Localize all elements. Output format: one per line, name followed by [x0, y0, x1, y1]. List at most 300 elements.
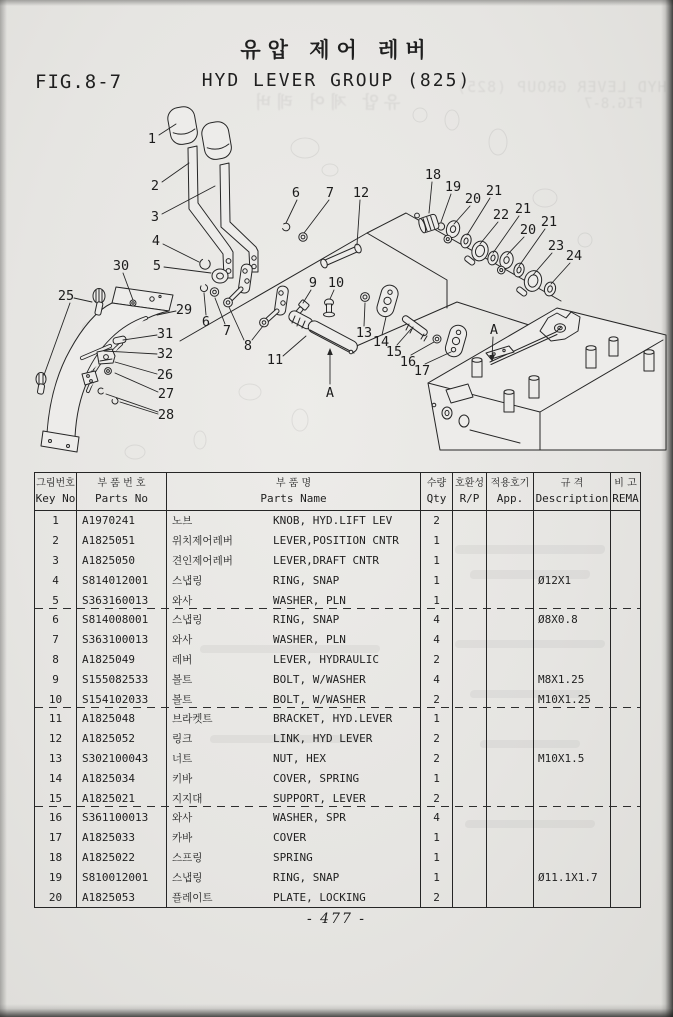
cell-parts-no: A1970241: [77, 511, 167, 531]
leader-line: [507, 237, 524, 255]
cell-remark: [611, 887, 640, 907]
cell-description: [534, 887, 611, 907]
cell-key-no: 6: [35, 610, 77, 630]
cell-key-no: 15: [35, 788, 77, 808]
snap-ring-6-lower: [199, 283, 209, 293]
cell-parts-name: [167, 650, 421, 670]
cell-description: [534, 768, 611, 788]
table-row: [35, 828, 640, 848]
cell-app: [487, 570, 534, 590]
part-name-korean: 견인제어레버: [172, 554, 233, 567]
cell-rp: [453, 610, 487, 630]
leader-line: [74, 298, 92, 302]
cell-key-no: 5: [35, 590, 77, 610]
cell-parts-name: [167, 570, 421, 590]
bleed-through-figure-number: FIG.8-7: [583, 96, 643, 112]
cell-app: [487, 729, 534, 749]
cell-parts-name: [167, 848, 421, 868]
cell-qty: 1: [421, 531, 453, 551]
bleed-through-title-korean: 유압 제어 레버: [250, 93, 401, 113]
figure-number: FIG.8-7: [35, 71, 123, 93]
cell-parts-no: A1825033: [77, 828, 167, 848]
cell-app: [487, 887, 534, 907]
cell-remark: [611, 768, 640, 788]
cell-key-no: 14: [35, 768, 77, 788]
cell-parts-name: [167, 689, 421, 709]
cell-rp: [453, 848, 487, 868]
cell-qty: 1: [421, 848, 453, 868]
callout-10: 10: [327, 275, 345, 291]
snap-ring-4: [198, 257, 213, 272]
cell-remark: [611, 551, 640, 571]
part-name-english: WASHER, PLN: [273, 593, 346, 607]
cell-app: [487, 709, 534, 729]
table-row: [35, 590, 640, 610]
parts-table-body: [35, 511, 640, 907]
cell-description: [534, 551, 611, 571]
cell-rp: [453, 749, 487, 769]
cell-parts-name: [167, 867, 421, 887]
washer-21-c: [512, 262, 525, 278]
cell-qty: 1: [421, 768, 453, 788]
part-name-english: SPRING: [273, 850, 313, 864]
leader-line: [382, 317, 386, 335]
washer-7-lower: [210, 288, 218, 296]
cell-rp: [453, 828, 487, 848]
cell-parts-no: A1825022: [77, 848, 167, 868]
cell-app: [487, 689, 534, 709]
cell-parts-no: A1825049: [77, 650, 167, 670]
leader-line: [123, 335, 157, 340]
cell-parts-no: A1825034: [77, 768, 167, 788]
part-name-english: WASHER, PLN: [273, 633, 346, 647]
cell-app: [487, 650, 534, 670]
cell-parts-no: S363160013: [77, 590, 167, 610]
part-name-korean: 와사: [172, 594, 193, 607]
cell-parts-name: [167, 531, 421, 551]
cell-app: [487, 808, 534, 828]
callout-30: 30: [112, 258, 130, 274]
callout-21: 21: [485, 183, 503, 199]
callout-6: 6: [201, 314, 211, 330]
callout-11: 11: [266, 352, 284, 368]
cell-key-no: 3: [35, 551, 77, 571]
cell-app: [487, 669, 534, 689]
cell-rp: [453, 511, 487, 531]
leader-line: [286, 200, 297, 223]
cell-rp: [453, 887, 487, 907]
callout-26: 26: [156, 367, 174, 383]
header-qty: [421, 473, 453, 510]
view-marker-A: A: [489, 322, 499, 338]
cell-description: Ø11.1X1.7: [534, 867, 611, 887]
callout-22: 22: [492, 207, 510, 223]
table-row: [35, 848, 640, 868]
cell-remark: [611, 630, 640, 650]
header-parts-no-en: Parts No: [95, 492, 148, 505]
leader-line: [364, 303, 365, 326]
part-name-english: LEVER,POSITION CNTR: [273, 534, 399, 548]
cell-key-no: 17: [35, 828, 77, 848]
cell-key-no: 12: [35, 729, 77, 749]
table-row: [35, 610, 640, 630]
table-row: [35, 887, 640, 907]
leader-line: [164, 267, 211, 273]
cell-qty: 2: [421, 650, 453, 670]
cell-key-no: 13: [35, 749, 77, 769]
table-row: [35, 808, 640, 828]
cell-parts-name: [167, 768, 421, 788]
header-parts-name-en: Parts Name: [260, 492, 327, 505]
cell-key-no: 20: [35, 887, 77, 907]
cell-parts-no: A1825048: [77, 709, 167, 729]
part-name-english: BOLT, W/WASHER: [273, 692, 366, 706]
cell-remark: [611, 848, 640, 868]
group-separator: [35, 707, 640, 708]
cell-app: [487, 630, 534, 650]
cell-remark: [611, 867, 640, 887]
header-remark-ko: 비 고: [614, 478, 637, 489]
cell-rp: [453, 630, 487, 650]
cell-description: [534, 788, 611, 808]
part-name-korean: 볼트: [172, 693, 193, 706]
cell-description: M10X1.25: [534, 689, 611, 709]
leader-line: [283, 336, 306, 356]
cell-parts-no: S302100043: [77, 749, 167, 769]
cell-key-no: 8: [35, 650, 77, 670]
cell-qty: 4: [421, 610, 453, 630]
leader-line: [304, 200, 329, 233]
header-app-en: App.: [496, 492, 524, 505]
callout-13: 13: [355, 325, 373, 341]
part-name-korean: 너트: [172, 752, 193, 765]
callout-8: 8: [243, 338, 253, 354]
part-name-korean: 와사: [172, 812, 193, 825]
cell-description: [534, 729, 611, 749]
cell-qty: 2: [421, 689, 453, 709]
knob-1: [166, 105, 233, 161]
table-row: [35, 709, 640, 729]
part-name-korean: 스프링: [172, 851, 203, 864]
header-qty-ko: 수량: [426, 478, 447, 489]
part-name-english: LEVER, HYDRAULIC: [273, 652, 379, 666]
leader-line: [303, 290, 311, 303]
part-name-korean: 레버: [172, 653, 193, 666]
header-description-ko: 규 격: [560, 478, 584, 489]
cell-description: [534, 709, 611, 729]
leader-line: [441, 194, 451, 222]
leader-line: [162, 163, 189, 182]
callout-18: 18: [424, 167, 442, 183]
cell-remark: [611, 511, 640, 531]
cell-parts-name: [167, 749, 421, 769]
cell-parts-no: S363100013: [77, 630, 167, 650]
table-row: [35, 867, 640, 887]
callout-29: 29: [175, 302, 193, 318]
part-name-korean: 링크: [172, 733, 193, 746]
page-number: - 477 -: [306, 911, 367, 927]
part-name-english: SUPPORT, LEVER: [273, 791, 366, 805]
cell-rp: [453, 709, 487, 729]
header-app: [487, 473, 534, 510]
cell-qty: 4: [421, 808, 453, 828]
leader-line: [533, 253, 552, 275]
nut-27: [105, 368, 112, 375]
cell-description: Ø8X0.8: [534, 610, 611, 630]
cell-parts-name: [167, 630, 421, 650]
leader-line: [454, 206, 470, 224]
cell-qty: 1: [421, 867, 453, 887]
cell-description: [534, 808, 611, 828]
view-marker-A: A: [325, 385, 335, 401]
cell-parts-no: S154102033: [77, 689, 167, 709]
callout-1: 1: [147, 131, 157, 147]
washer-7-upper: [299, 233, 307, 241]
part-name-korean: 스냅링: [172, 614, 203, 627]
cell-parts-name: [167, 887, 421, 907]
callout-9: 9: [308, 275, 318, 291]
cell-description: [534, 511, 611, 531]
cell-rp: [453, 669, 487, 689]
cell-key-no: 18: [35, 848, 77, 868]
callout-19: 19: [444, 179, 462, 195]
callout-7: 7: [325, 185, 335, 201]
cell-qty: 2: [421, 729, 453, 749]
callout-17: 17: [413, 363, 431, 379]
callout-28: 28: [157, 407, 175, 423]
part-name-korean: 와사: [172, 634, 193, 647]
part-name-korean: 카바: [172, 832, 193, 845]
cell-description: [534, 630, 611, 650]
cell-app: [487, 848, 534, 868]
washer-5: [212, 269, 228, 283]
cell-app: [487, 590, 534, 610]
cell-key-no: 7: [35, 630, 77, 650]
cell-parts-no: S361100013: [77, 808, 167, 828]
table-row: [35, 729, 640, 749]
leader-line: [252, 326, 263, 340]
part-name-english: PLATE, LOCKING: [273, 890, 366, 904]
leader-line: [106, 394, 158, 412]
cell-parts-no: S814008001: [77, 610, 167, 630]
cell-key-no: 19: [35, 867, 77, 887]
cell-parts-name: [167, 610, 421, 630]
clips-28: [97, 387, 119, 405]
cell-key-no: 9: [35, 669, 77, 689]
cell-parts-name: [167, 669, 421, 689]
cell-qty: 2: [421, 788, 453, 808]
cell-qty: 1: [421, 828, 453, 848]
cell-remark: [611, 669, 640, 689]
cell-remark: [611, 729, 640, 749]
cell-key-no: 4: [35, 570, 77, 590]
cell-parts-no: A1825053: [77, 887, 167, 907]
header-description: [534, 473, 611, 510]
bracket-11: [287, 309, 359, 355]
part-name-english: RING, SNAP: [273, 613, 340, 627]
cell-parts-name: [167, 590, 421, 610]
cell-qty: 4: [421, 669, 453, 689]
header-rp-ko: 호환성: [455, 478, 484, 489]
cell-remark: [611, 749, 640, 769]
cell-parts-no: S810012001: [77, 867, 167, 887]
cell-app: [487, 828, 534, 848]
cell-rp: [453, 729, 487, 749]
callout-12: 12: [352, 185, 370, 201]
header-qty-en: Qty: [426, 492, 447, 505]
callout-25: 25: [57, 288, 75, 304]
cell-remark: [611, 650, 640, 670]
table-row: [35, 788, 640, 808]
leader-line: [115, 362, 157, 374]
callout-21: 21: [540, 214, 558, 230]
cell-key-no: 11: [35, 709, 77, 729]
nut-13: [361, 293, 370, 302]
callout-20: 20: [519, 222, 537, 238]
table-header: [35, 473, 640, 511]
part-name-english: COVER: [273, 831, 307, 845]
callout-3: 3: [150, 209, 160, 225]
cell-qty: 1: [421, 570, 453, 590]
leader-line: [429, 182, 432, 213]
callout-6: 6: [291, 185, 301, 201]
part-name-korean: 스냅링: [172, 871, 203, 884]
cell-qty: 2: [421, 749, 453, 769]
cell-rp: [453, 570, 487, 590]
group-separator: [35, 806, 640, 807]
cell-app: [487, 768, 534, 788]
locking-plate-20-front: [443, 219, 462, 245]
cell-parts-name: [167, 551, 421, 571]
cell-description: [534, 650, 611, 670]
part-name-english: COVER, SPRING: [273, 771, 360, 785]
part-name-korean: 위치제어레버: [172, 535, 233, 548]
view-arrow-head: [327, 348, 333, 355]
cell-parts-no: A1825051: [77, 531, 167, 551]
part-name-english: LEVER,DRAFT CNTR: [273, 553, 379, 567]
cell-rp: [453, 788, 487, 808]
cell-qty: 4: [421, 630, 453, 650]
table-row: [35, 749, 640, 769]
locking-plate-20-rear: [496, 250, 515, 276]
cell-parts-no: A1825021: [77, 788, 167, 808]
cell-rp: [453, 689, 487, 709]
cell-description: [534, 848, 611, 868]
callout-24: 24: [565, 248, 583, 264]
cell-rp: [453, 808, 487, 828]
cell-app: [487, 749, 534, 769]
cell-key-no: 2: [35, 531, 77, 551]
bolt-10: [324, 299, 335, 317]
part-name-korean: 스냅링: [172, 574, 203, 587]
part-name-korean: 노브: [172, 515, 193, 528]
cell-app: [487, 551, 534, 571]
cell-key-no: 1: [35, 511, 77, 531]
header-remark: [611, 473, 640, 510]
cell-parts-no: S814012001: [77, 570, 167, 590]
header-key-no-en: Key No: [35, 492, 76, 505]
cell-parts-name: [167, 511, 421, 531]
group-separator: [35, 608, 640, 609]
cell-parts-name: [167, 808, 421, 828]
cell-key-no: 16: [35, 808, 77, 828]
cell-parts-name: [167, 828, 421, 848]
cell-remark: [611, 610, 640, 630]
cell-app: [487, 531, 534, 551]
callout-14: 14: [372, 334, 390, 350]
leader-line: [120, 402, 158, 414]
cell-parts-name: [167, 709, 421, 729]
cell-rp: [453, 551, 487, 571]
part-name-korean: 플레이트: [172, 891, 213, 904]
callout-32: 32: [156, 346, 174, 362]
table-row: [35, 689, 640, 709]
header-key-no-ko: 그림번호: [36, 478, 75, 489]
cell-remark: [611, 808, 640, 828]
leader-line: [115, 373, 158, 392]
cell-rp: [453, 650, 487, 670]
table-row: [35, 531, 640, 551]
header-remark-en: REMA: [612, 492, 639, 505]
part-name-english: RING, SNAP: [273, 870, 340, 884]
part-name-korean: 브라켓트: [172, 713, 213, 726]
callout-2: 2: [150, 178, 160, 194]
cell-description: M8X1.25: [534, 669, 611, 689]
table-row: [35, 570, 640, 590]
table-row: [35, 630, 640, 650]
cell-rp: [453, 867, 487, 887]
support-pin-15: [401, 315, 428, 341]
header-parts-no-ko: 부 품 번 호: [97, 478, 146, 489]
header-rp-en: R/P: [459, 492, 480, 505]
callout-27: 27: [157, 386, 175, 402]
cell-qty: 2: [421, 511, 453, 531]
cell-qty: 2: [421, 887, 453, 907]
cell-description: M10X1.5: [534, 749, 611, 769]
cell-parts-no: A1825052: [77, 729, 167, 749]
page-title-korean: 유압 제어 레버: [240, 38, 433, 62]
cell-parts-name: [167, 788, 421, 808]
washer-21-a: [459, 233, 472, 249]
leader-line: [480, 222, 498, 244]
table-row: [35, 669, 640, 689]
cell-description: [534, 828, 611, 848]
leader-line: [397, 329, 411, 345]
part-name-english: KNOB, HYD.LIFT LEV: [273, 514, 393, 528]
leader-line: [330, 290, 334, 299]
cell-app: [487, 610, 534, 630]
cell-description: [534, 531, 611, 551]
cell-parts-no: A1825050: [77, 551, 167, 571]
table-row: [35, 768, 640, 788]
table-row: [35, 650, 640, 670]
callout-31: 31: [156, 326, 174, 342]
parts-table: [34, 472, 641, 908]
callout-15: 15: [385, 344, 403, 360]
part-name-english: NUT, HEX: [273, 751, 326, 765]
header-parts-name: [167, 473, 421, 510]
callout-23: 23: [547, 238, 565, 254]
header-description-en: Description: [535, 492, 609, 505]
part-name-korean: 볼트: [172, 673, 193, 686]
cell-description: [534, 590, 611, 610]
part-name-english: BRACKET, HYD.LEVER: [273, 712, 393, 726]
header-key-no: [35, 473, 77, 510]
cell-rp: [453, 531, 487, 551]
cell-app: [487, 511, 534, 531]
header-rp: [453, 473, 487, 510]
callout-7: 7: [222, 323, 232, 339]
